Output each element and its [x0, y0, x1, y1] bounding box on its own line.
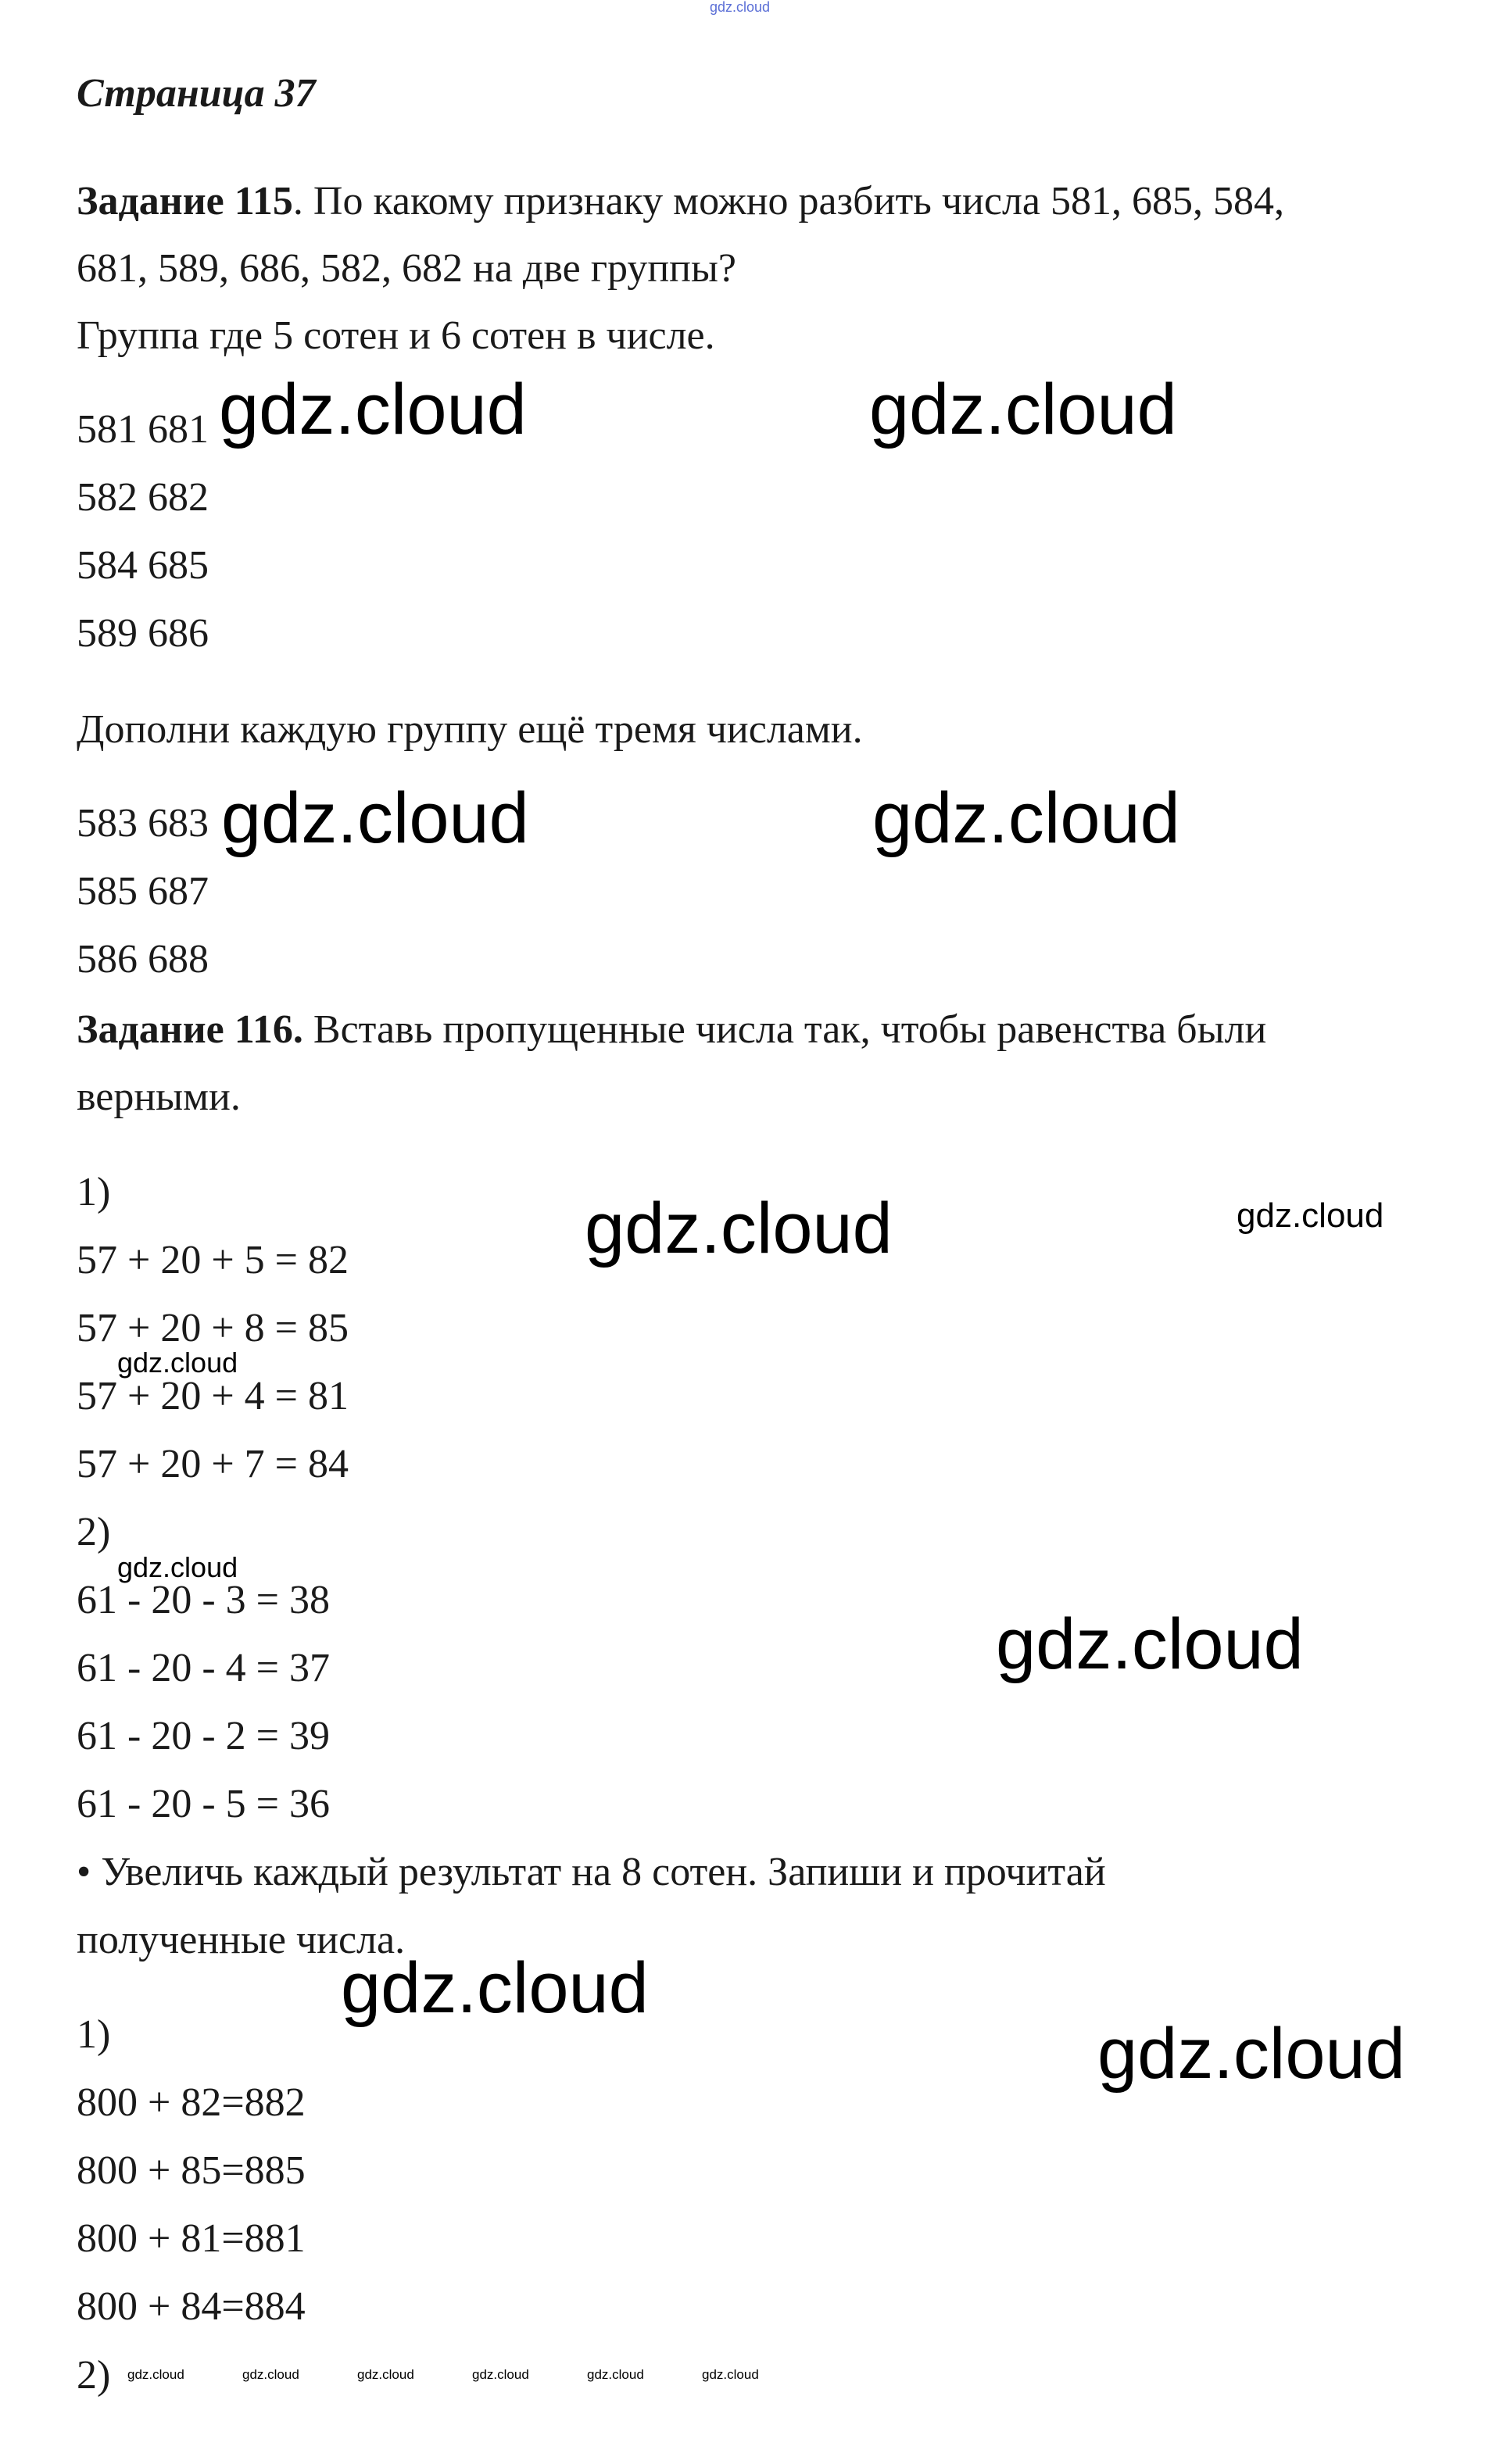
- task115-extend-prompt: Дополни каждую группу ещё тремя числами.: [77, 707, 863, 752]
- watermark: gdz.cloud: [872, 778, 1180, 858]
- task116-equation: 57 + 20 + 8 = 85: [77, 1306, 349, 1350]
- watermark: gdz.cloud: [1237, 1196, 1384, 1235]
- task115-extended-row: 585 687: [77, 869, 209, 914]
- watermark: gdz.cloud: [587, 2367, 644, 2382]
- task116-increase-line2: полученные числа.: [77, 1918, 406, 1962]
- watermark: gdz.cloud: [117, 1551, 238, 1583]
- task116-question-line1: [77, 1007, 1266, 1053]
- watermark: gdz.cloud: [357, 2367, 414, 2382]
- task116-question-line2: верными.: [77, 1075, 241, 1119]
- watermark: gdz.cloud: [242, 2367, 299, 2382]
- task115-extended-row: 583 683: [77, 801, 209, 846]
- watermark: gdz.cloud: [127, 2367, 184, 2382]
- task115-group-row: 589 686: [77, 611, 209, 656]
- top-watermark: gdz.cloud: [710, 0, 771, 15]
- watermark: gdz.cloud: [219, 370, 527, 449]
- task115-extended-row: 586 688: [77, 937, 209, 982]
- task116-equation: 61 - 20 - 2 = 39: [77, 1714, 330, 1758]
- task116-equation: 61 - 20 - 5 = 36: [77, 1782, 330, 1826]
- task115-group-row: 581 681: [77, 407, 209, 452]
- watermark: gdz.cloud: [341, 1948, 649, 2028]
- task115-group-row: 584 685: [77, 543, 209, 588]
- task116-equation: 61 - 20 - 4 = 37: [77, 1646, 330, 1690]
- task115-question-line1: [77, 178, 1284, 225]
- task116-result2-label: 2): [77, 2353, 111, 2398]
- task115-question-text: . По какому признаку можно разбить числа 581, 685, 584,: [292, 179, 1284, 224]
- task116-result-row: 800 + 84=884: [77, 2284, 306, 2329]
- watermark: gdz.cloud: [117, 1346, 238, 1379]
- task116-equation: 57 + 20 + 7 = 84: [77, 1442, 349, 1486]
- task116-result-row: 800 + 85=885: [77, 2148, 306, 2193]
- watermark: gdz.cloud: [472, 2367, 529, 2382]
- task116-part1-label: 1): [77, 1170, 111, 1214]
- task116-result-row: 800 + 82=882: [77, 2080, 306, 2125]
- task115-label: Задание 115: [77, 179, 293, 224]
- task116-question-text: Вставь пропущенные числа так, чтобы равенства были: [302, 1007, 1267, 1052]
- task115-group-row: 582 682: [77, 475, 209, 520]
- watermark: gdz.cloud: [996, 1604, 1304, 1684]
- watermark: gdz.cloud: [1097, 2014, 1405, 2094]
- task115-question-line2: 681, 589, 686, 582, 682 на две группы?: [77, 246, 737, 291]
- task115-answer: Группа где 5 сотен и 6 сотен в числе.: [77, 313, 715, 358]
- task116-result-row: 800 + 81=881: [77, 2216, 306, 2261]
- task116-label: Задание 116.: [77, 1007, 303, 1052]
- task116-result1-label: 1): [77, 2012, 111, 2057]
- task116-equation: 57 + 20 + 5 = 82: [77, 1238, 349, 1282]
- watermark: gdz.cloud: [869, 370, 1177, 449]
- task116-equation: 61 - 20 - 3 = 38: [77, 1578, 330, 1622]
- task116-equation: 57 + 20 + 4 = 81: [77, 1374, 349, 1418]
- watermark: gdz.cloud: [702, 2367, 759, 2382]
- watermark: gdz.cloud: [221, 778, 529, 858]
- task116-part2-label: 2): [77, 1510, 111, 1554]
- page-title: Страница 37: [77, 71, 316, 116]
- task116-increase-line1: • Увеличь каждый результат на 8 сотен. Запиши и прочитай: [77, 1850, 1106, 1894]
- watermark: gdz.cloud: [585, 1189, 893, 1268]
